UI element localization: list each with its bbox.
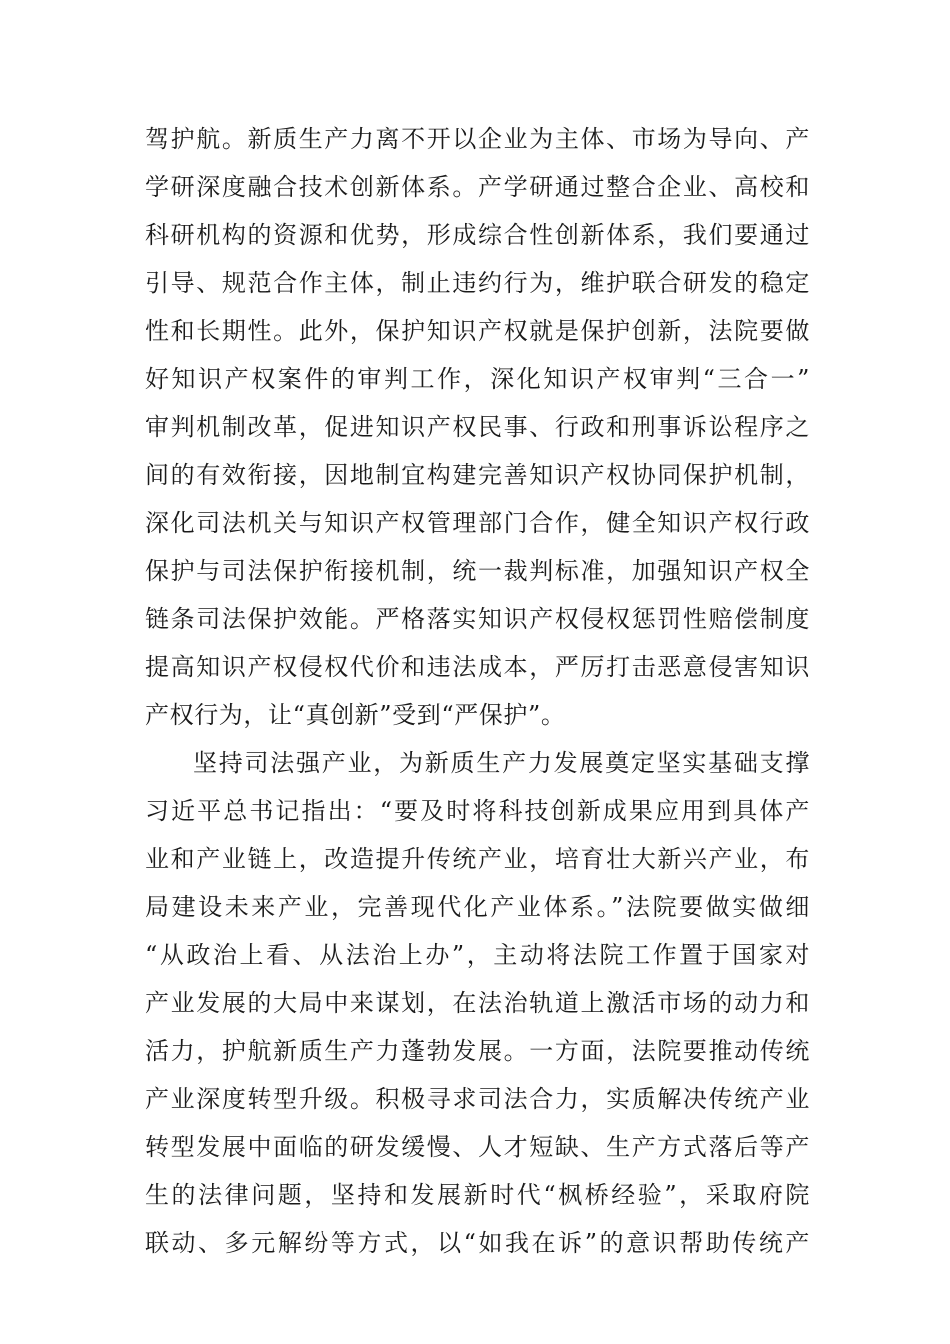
text-line: 引导、规范合作主体，制止违约行为，维护联合研发的稳定 — [145, 269, 810, 297]
text-line: 转型发展中面临的研发缓慢、人才短缺、生产方式落后等产 — [145, 1133, 810, 1161]
text-line: 提高知识产权侵权代价和违法成本，严厉打击恶意侵害知识 — [145, 653, 810, 681]
text-line: 审判机制改革，促进知识产权民事、行政和刑事诉讼程序之 — [145, 413, 810, 441]
text-line: 好知识产权案件的审判工作，深化知识产权审判“三合一” — [145, 365, 810, 393]
text-line: 链条司法保护效能。严格落实知识产权侵权惩罚性赔偿制度 — [145, 605, 810, 633]
text-line: 联动、多元解纷等方式，以“如我在诉”的意识帮助传统产 — [145, 1229, 810, 1257]
text-line: 习近平总书记指出：“要及时将科技创新成果应用到具体产 — [145, 797, 810, 825]
text-line: 驾护航。新质生产力离不开以企业为主体、市场为导向、产 — [145, 125, 810, 153]
text-line: 保护与司法保护衔接机制，统一裁判标准，加强知识产权全 — [145, 557, 810, 585]
text-line: 生的法律问题，坚持和发展新时代“枫桥经验”，采取府院 — [145, 1181, 810, 1209]
text-line: 坚持司法强产业，为新质生产力发展奠定坚实基础支撑 — [193, 749, 810, 777]
text-line: 深化司法机关与知识产权管理部门合作，健全知识产权行政 — [145, 509, 810, 537]
document-body — [145, 115, 810, 1267]
text-line: 局建设未来产业，完善现代化产业体系。”法院要做实做细 — [145, 893, 810, 921]
paragraph-1 — [145, 115, 810, 739]
text-line: 产业发展的大局中来谋划，在法治轨道上激活市场的动力和 — [145, 989, 810, 1017]
text-line: 科研机构的资源和优势，形成综合性创新体系，我们要通过 — [145, 221, 810, 249]
text-line: 学研深度融合技术创新体系。产学研通过整合企业、高校和 — [145, 173, 810, 201]
text-line: 间的有效衔接，因地制宜构建完善知识产权协同保护机制， — [145, 461, 810, 489]
text-line: 业和产业链上，改造提升传统产业，培育壮大新兴产业，布 — [145, 845, 810, 873]
text-line: “从政治上看、从法治上办”，主动将法院工作置于国家对 — [145, 941, 810, 969]
text-line: 活力，护航新质生产力蓬勃发展。一方面，法院要推动传统 — [145, 1037, 810, 1065]
text-line: 产权行为，让“真创新”受到“严保护”。 — [145, 701, 566, 729]
text-line: 产业深度转型升级。积极寻求司法合力，实质解决传统产业 — [145, 1085, 810, 1113]
text-line: 性和长期性。此外，保护知识产权就是保护创新，法院要做 — [145, 317, 810, 345]
paragraph-2 — [145, 739, 810, 1267]
